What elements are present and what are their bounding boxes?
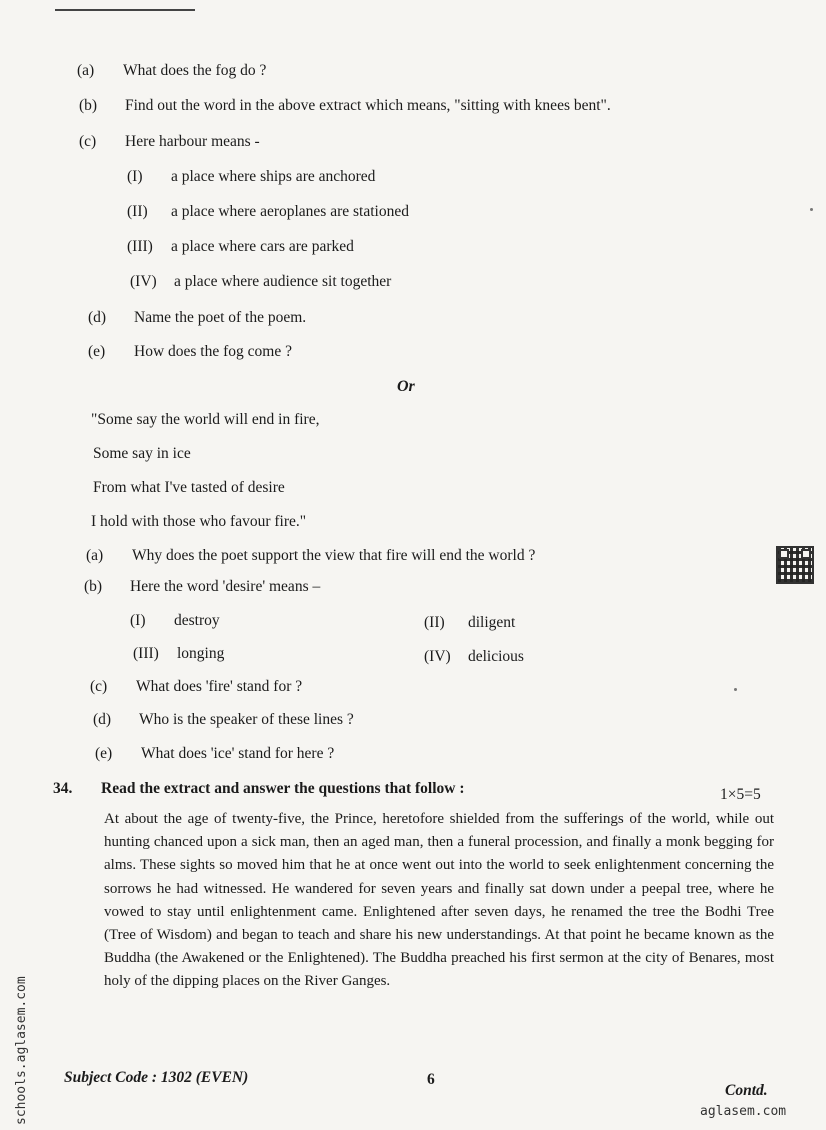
question-text: Name the poet of the poem. (134, 309, 307, 326)
question-text: What does 'fire' stand for ? (136, 678, 303, 695)
option-i (127, 168, 375, 186)
question-d (88, 309, 306, 327)
side-watermark: schools.aglasem.com (14, 976, 29, 1125)
poem-line: "Some say the world will end in fire, (91, 411, 320, 428)
option-text: a place where aeroplanes are stationed (171, 203, 409, 220)
question-d (93, 711, 354, 729)
or-separator: Or (397, 378, 415, 395)
option-text: a place where cars are parked (171, 238, 354, 255)
question-label: (d) (93, 711, 112, 728)
option-text: delicious (468, 648, 524, 665)
question-text: How does the fog come ? (134, 343, 292, 360)
question-34-number: 34. (53, 780, 73, 797)
option-label: (I) (127, 168, 143, 185)
option-text: a place where audience sit together (174, 273, 392, 290)
option-label: (IV) (130, 273, 157, 290)
question-label: (c) (79, 133, 97, 150)
option-label: (II) (424, 614, 445, 631)
question-b (79, 97, 611, 115)
option-label: (III) (127, 238, 153, 255)
passage: At about the age of twenty-five, the Prince, heretofore shielded from the sufferings of the world, while out hunting chanced upon a sick man, then an aged man, then a funeral procession, and finally a monk begging for alms. These sights so moved him that he at once went out into the world to seek enlightenment concerning the sorrows he had witnessed. He wandered for seven years and finally sat down under a peepal tree, where he vowed to stay until enlightenment came. Enlightened after seven days, he renamed the tree the Bodhi Tree (Tree of Wisdom) and began to teach and share his new understandings. At that point he became known as the Buddha (the Awakened or the Enlightened). The Buddha preached his first sermon at the city of Benares, most holy of the dipping places on the River Ganges. (104, 811, 774, 990)
question-label: (b) (84, 578, 103, 595)
option-text: a place where ships are anchored (171, 168, 376, 185)
question-text: What does the fog do ? (123, 62, 267, 79)
option-i (130, 612, 220, 630)
question-label: (d) (88, 309, 107, 326)
question-c (90, 678, 302, 696)
poem-line: From what I've tasted of desire (93, 479, 285, 496)
option-text: destroy (174, 612, 220, 629)
option-text: longing (177, 645, 225, 662)
bottom-watermark: aglasem.com (700, 1104, 787, 1119)
question-text: Who is the speaker of these lines ? (139, 711, 354, 728)
poem-line: Some say in ice (93, 445, 191, 462)
option-iii (133, 645, 224, 663)
top-rule (55, 9, 195, 11)
question-text: Find out the word in the above extract which means, "sitting with knees bent". (125, 97, 611, 114)
option-iii (127, 238, 354, 256)
question-e (95, 745, 334, 763)
scan-speck (810, 208, 813, 211)
subject-code: Subject Code : 1302 (EVEN) (64, 1069, 249, 1086)
question-label: (c) (90, 678, 108, 695)
question-text: Why does the poet support the view that fire will end the world ? (132, 547, 536, 564)
option-iv (130, 273, 391, 291)
question-b (84, 578, 320, 596)
question-34-heading: Read the extract and answer the questions that follow : (101, 780, 465, 797)
scan-speck (734, 688, 737, 691)
question-a (77, 62, 266, 80)
option-ii (127, 203, 409, 221)
question-a (86, 547, 535, 565)
option-label: (I) (130, 612, 146, 629)
option-text: diligent (468, 614, 516, 631)
question-text: What does 'ice' stand for here ? (141, 745, 335, 762)
page-number: 6 (427, 1071, 435, 1088)
question-e (88, 343, 292, 361)
option-label: (III) (133, 645, 159, 662)
question-label: (b) (79, 97, 98, 114)
option-label: (IV) (424, 648, 451, 665)
poem-line: I hold with those who favour fire." (91, 513, 307, 530)
option-label: (II) (127, 203, 148, 220)
qr-code-icon (776, 546, 814, 584)
question-text: Here harbour means - (125, 133, 260, 150)
option-iv (424, 648, 524, 666)
question-label: (e) (95, 745, 113, 762)
question-label: (a) (77, 62, 95, 79)
question-label: (a) (86, 547, 104, 564)
contd-label: Contd. (725, 1082, 768, 1099)
question-text: Here the word 'desire' means – (130, 578, 321, 595)
option-ii (424, 614, 515, 632)
question-label: (e) (88, 343, 106, 360)
question-34-marks: 1×5=5 (720, 786, 761, 803)
question-c (79, 133, 260, 151)
